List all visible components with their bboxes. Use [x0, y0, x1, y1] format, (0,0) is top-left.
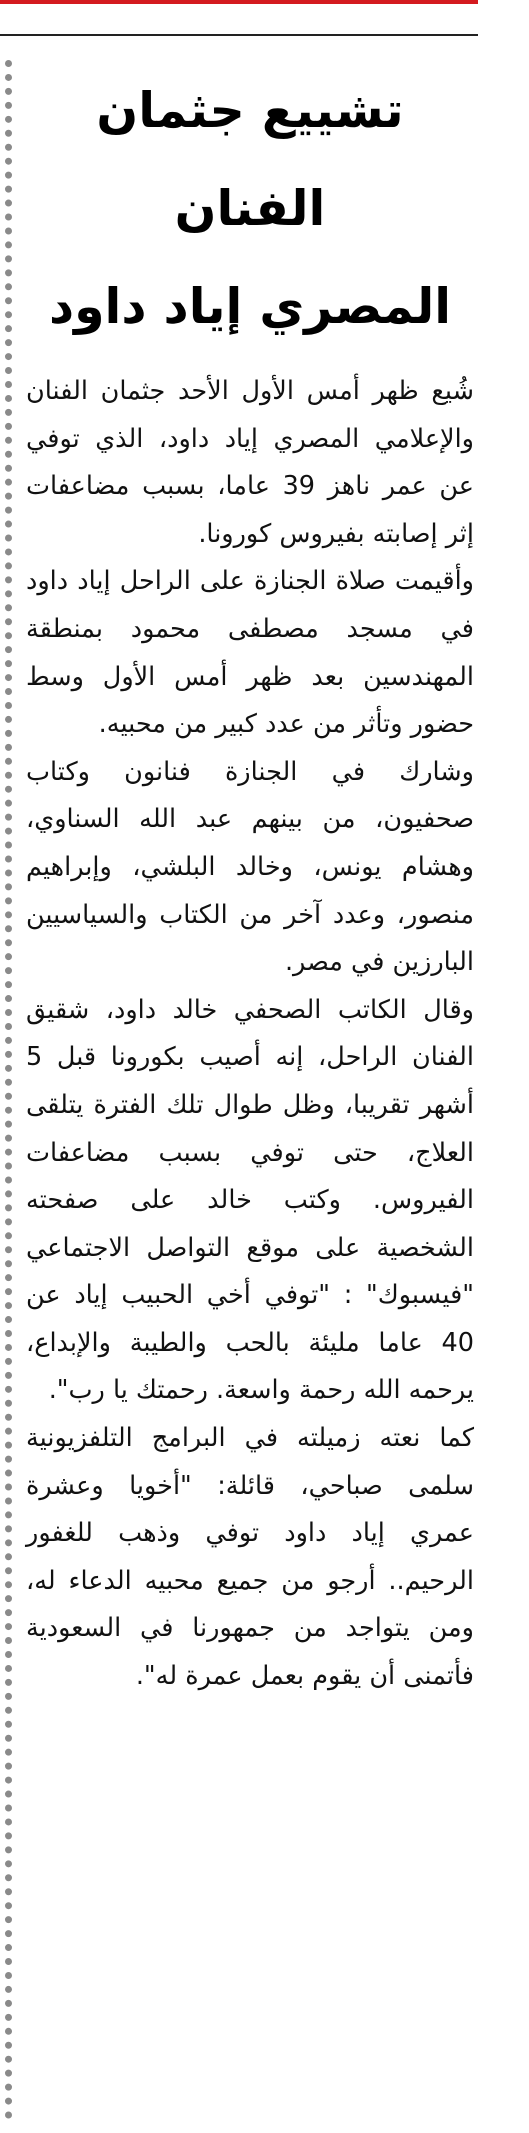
article-paragraph: وشارك في الجنازة فنانون وكتاب صحفيون، من بينهم عبد الله السناوي، وهشام يونس، وخالد البلشي، وإبراهيم منصور، وعدد آخر من الكتاب والسياسيين البارزين في مصر.: [26, 756, 474, 978]
article-paragraph: وأقيمت صلاة الجنازة على الراحل إياد داود في مسجد مصطفى محمود بمنطقة المهندسين بعد ظهر أمس الأول وسط حضور وتأثر من عدد كبير من محبيه.: [26, 566, 474, 740]
article-headline: [26, 62, 474, 356]
top-divider-rule: [0, 34, 478, 36]
article-paragraph: وقال الكاتب الصحفي خالد داود، شقيق الفنان الراحل، إنه أصيب بكورونا قبل 5 أشهر تقريبا، وظل طوال تلك الفترة يتلقى العلاج، حتى توفي بسبب مضاعفات الفيروس. وكتب خالد على صفحته الشخصية على موقع التواصل الاجتماعي "فيسبوك" : "توفي أخي الحبيب إياد عن 40 عاما مليئة بالحب والطيبة والإبداع، يرحمه الله رحمة واسعة. رحمتك يا رب".: [26, 994, 474, 1406]
headline-line-1: تشييع جثمان الفنان: [96, 82, 404, 237]
article-paragraph: كما نعته زميلته في البرامج التلفزيونية سلمى صباحي، قائلة: "أخويا وعشرة عمري إياد داود توفي وذهب للغفور الرحيم.. أرجو من جميع محبيه الدعاء له، ومن يتواجد من جمهورنا في السعودية فأتمنى أن يقوم بعمل عمرة له".: [26, 1423, 474, 1692]
article-paragraph: شُيع ظهر أمس الأول الأحد جثمان الفنان والإعلامي المصري إياد داود، الذي توفي عن عمر ناهز 39 عاما، بسبب مضاعفات إثر إصابته بفيروس كورونا.: [26, 376, 474, 549]
column-dotted-border: [5, 60, 12, 2120]
news-article: [26, 62, 474, 1701]
top-accent-rule: [0, 0, 478, 4]
article-body: [26, 368, 474, 1701]
headline-line-2: المصري إياد داود: [48, 278, 452, 335]
